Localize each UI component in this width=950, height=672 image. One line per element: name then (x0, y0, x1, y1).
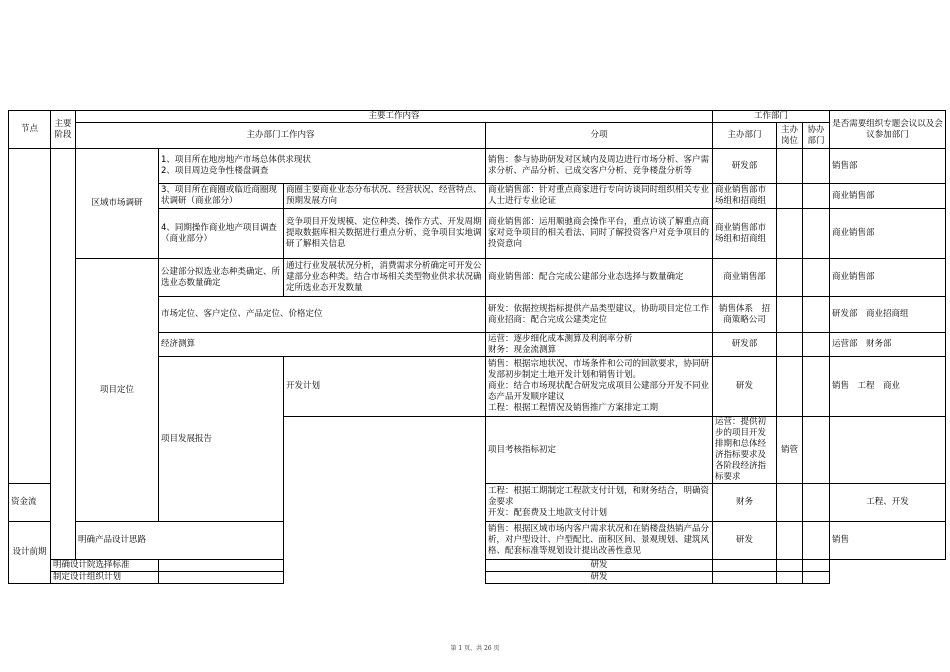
work-cell: 4、同期操作商业地产项目调查（商业部分） (159, 209, 284, 259)
sub-cell: 竞争项目开发规模、定位种类、操作方式、开发周期 提取数据库相关数据进行重点分析、竞争项目实地调研了解相关信息 (284, 209, 486, 259)
stage-position: 项目定位 (76, 259, 159, 522)
item-cell: 商业销售部：运用顺驰商会操作平台，重点访谈了解重点商家对竞争项目的相关看法、同时了解投资客户对竞争项目的投资意向 (486, 209, 713, 259)
dept-cell: 研发 (713, 357, 777, 417)
header-stage: 主要阶段 (51, 111, 76, 149)
work-cell: 明确设计院选择标准 (51, 560, 159, 572)
work-plan-table (8, 110, 946, 584)
meeting-cell: 销售 (830, 522, 946, 560)
dept-cell: 研发 (486, 560, 713, 572)
dept-cell: 研发 (486, 572, 713, 584)
work-cell: 市场定位、客户定位、产品定位、价格定位 (159, 297, 486, 333)
stage-cell (51, 259, 76, 560)
work-cell: 3、项目所在商圈或临近商圈现状调研（商业部分） (159, 184, 284, 209)
sub-cell: 通过行业发展状况分析，消费需求分析确定可开发公建部分业态种类。结合市场相关类型物业供求状况确定所选业态开发数量 (284, 259, 486, 297)
node-cell (284, 417, 486, 584)
meeting-cell: 工程、开发 (830, 484, 946, 522)
header-meeting: 是否需要组织专题会议以及会议参加部门 (830, 111, 946, 149)
dept-cell: 研发部 (713, 149, 777, 184)
meeting-cell: 商业销售部 (830, 259, 946, 297)
item-cell: 运营：逐步细化成本测算及利润率分析 财务：现金流测算 (486, 333, 713, 357)
item-cell: 研发：依据控规指标提供产品类型建议，协助项目定位工作 商业招商：配合完成公建类定位 (486, 297, 713, 333)
stage-design: 设计前期 (9, 522, 51, 584)
header-assist-dept: 协办部门 (803, 123, 830, 149)
work-cell: 项目发展报告 (159, 357, 284, 522)
meeting-cell: 销售部 (830, 149, 946, 184)
meeting-cell: 销售 工程 商业 (830, 357, 946, 417)
work-cell: 1、项目所在地房地产市场总体供求现状 2、项目周边竞争性楼盘调查 (159, 149, 486, 184)
header-host-dept: 主办部门 (713, 123, 777, 149)
header-host-work: 主办部门工作内容 (76, 123, 486, 149)
node-cell (9, 149, 51, 484)
dept-cell: 销售体系 招商策略公司 (713, 297, 777, 333)
dept-cell: 财务 (713, 484, 777, 522)
item-cell: 销售：参与协助研发对区域内及周边进行市场分析、客户需求分析、产品分析、已成交客户分析、竞争楼盘分析等 (486, 149, 713, 184)
item-cell: 销售：根据宗地状况、市场条件和公司的回款要求，协同研发部初步制定土地开发计划和销售计划。 商业：结合市场现状配合研发完成项目公建部分开发不同业态产品开发顺序建议 工程：根据工程情况及销售推广方案排定工期 (486, 357, 713, 417)
work-cell: 明确产品设计思路 (76, 522, 284, 560)
dept-cell: 研发部 (713, 333, 777, 357)
header-dept: 工作部门 (713, 111, 830, 123)
dept-cell: 商业销售部 (713, 259, 777, 297)
item-cell: 工程：根据工期制定工程款支付计划，和财务结合，明确资金要求 开发：配套费及土地款支付计划 (486, 484, 713, 522)
meeting-cell: 商业销售部 (830, 184, 946, 209)
item-cell: 销售：根据区域市场内客户需求状况和在销楼盘热销产品分析，对户型设计、户型配比、面积区间、景观规划、建筑风格、配套标准等规划设计提出改善性意见 (486, 522, 713, 560)
sub-cell: 项目考核指标初定 (486, 417, 713, 484)
page-footer: 第 1 页，共 26 页 (450, 645, 500, 652)
item-cell: 运营：提供初步的项目开发排期和总体经济指标要求及各阶段经济指标要求 (713, 417, 777, 484)
work-cell: 公建部分拟选业态种类确定、所选业态数量确定 (159, 259, 284, 297)
meeting-cell: 研发部 商业招商组 (830, 297, 946, 333)
dept-cell: 商业销售部市场组和招商组 (713, 184, 777, 209)
dept-cell: 商业销售部市场组和招商组 (713, 209, 777, 259)
work-cell: 制定设计组织计划 (51, 572, 159, 584)
sub-cell: 商圈主要商业业态分布状况、经营状况、经营特点、预期发展方向 (284, 184, 486, 209)
item-cell: 商业销售部：配合完成公建部分业态选择与数量确定 (486, 259, 713, 297)
item-cell: 商业销售部：针对重点商家进行专向访谈同时组织相关专业人士进行专业论证 (486, 184, 713, 209)
header-breakdown: 分项 (486, 123, 713, 149)
sub-cell: 资金流 (9, 484, 51, 522)
work-cell: 经济测算 (159, 333, 486, 357)
header-host-post: 主办岗位 (777, 123, 803, 149)
meeting-cell: 运营部 财务部 (830, 333, 946, 357)
header-node: 节点 (9, 111, 51, 149)
dept-cell: 销管 (777, 417, 803, 484)
meeting-cell: 商业销售部 (830, 209, 946, 259)
stage-cell (51, 149, 76, 259)
header-main-work: 主要工作内容 (76, 111, 713, 123)
stage-market: 区域市场调研 (76, 149, 159, 259)
dept-cell: 研发 (713, 522, 777, 560)
sub-cell: 开发计划 (284, 357, 486, 417)
